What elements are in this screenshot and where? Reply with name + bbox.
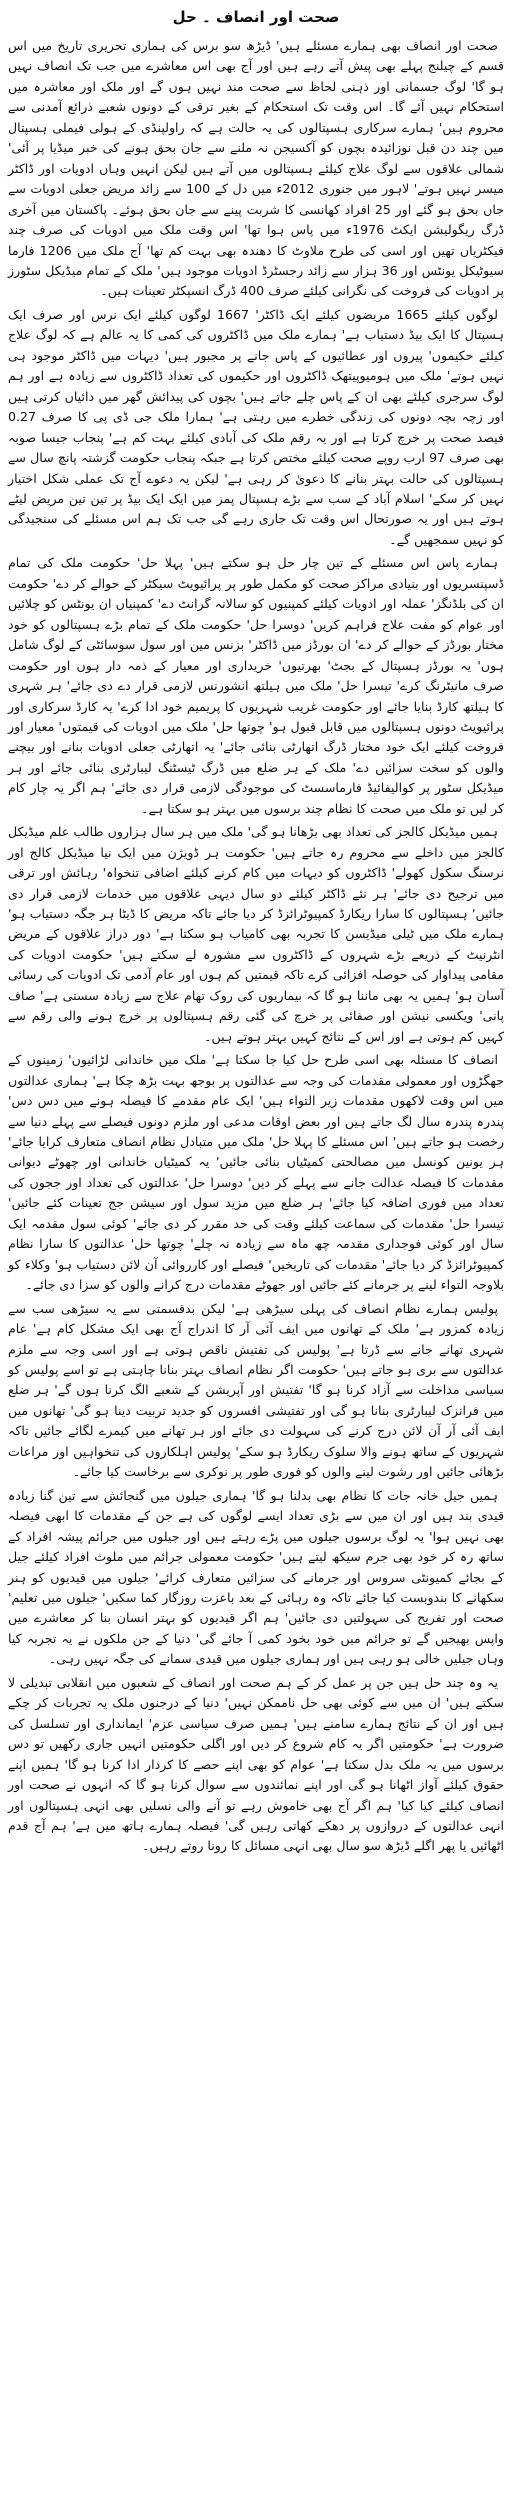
- paragraph-3: ہمارے پاس اس مسئلے کے تین چار حل ہو سکتے ہیں' پہلا حل' حکومت ملک کی تمام ڈسپنسریوں اور بنیادی مراکز صحت کو مکمل طور پر پرائیویٹ سیکٹر کے حوالے کر دے' حکومت ان کی بلڈنگز' عملہ اور ادویات کیلئے کمپنیوں کو سالانہ گرانٹ دے' کمپنیاں ان یونٹس کو چلائیں اور عوام کو مفت علاج فراہم کریں' دوسرا حل' حکومت ملک کے تمام بڑے ہسپتالوں کو خود مختار بورڈز کے حوالے کر دے' ان بورڈز میں ڈاکٹر' بزنس مین اور سول سوسائٹی کے لوگ شامل ہوں' یہ بورڈز ہسپتال کے بجٹ' بھرتیوں' خریداری اور معیار کے ذمہ دار ہوں اور حکومت صرف مانیٹرنگ کرے' تیسرا حل' ملک میں ہیلتھ انشورنس لازمی قرار دے دی جائے' ہر شہری کا ہیلتھ کارڈ بنایا جائے اور حکومت غریب شہریوں کا پریمیم خود ادا کرے' یہ کارڈ سرکاری اور پرائیویٹ دونوں ہسپتالوں میں قابل قبول ہو' چوتھا حل' ملک میں ادویات کی قیمتوں' معیار اور فروخت کیلئے ایک خود مختار ڈرگ اتھارٹی بنائی جائے' یہ اتھارٹی جعلی ادویات بنانے اور بیچنے والوں کو سخت سزائیں دے' ملک کے ہر ضلع میں ڈرگ ٹیسٹنگ لیبارٹری بنائی جائے اور ہر میڈیکل سٹور پر کوالیفائیڈ فارماسسٹ کی موجودگی لازمی قرار دی جائے' ہم اگر یہ چار کام کر لیں تو ملک میں صحت کا نظام چند برسوں میں بہتر ہو سکتا ہے۔: [8, 555, 504, 816]
- paragraph-2: لوگوں کیلئے 1665 مریضوں کیلئے ایک ڈاکٹر' 1667 لوگوں کیلئے ایک نرس اور صرف ایک ہسپتال کا ایک بیڈ دستیاب ہے' ہمارے ملک میں ڈاکٹروں کی کمی کا یہ عالم ہے کہ لوگ علاج کیلئے حکیموں' پیروں اور عطائیوں کے پاس جانے پر مجبور ہیں' دیہات میں ڈاکٹر موجود ہی نہیں ہوتے' ملک میں ہومیوپیتھک ڈاکٹروں اور حکیموں کی تعداد ڈاکٹروں سے زیادہ ہے اور ہم لوگ سرجری کیلئے بھی ان کے پاس چلے جاتے ہیں' بچوں کی پیدائش گھر میں دائیاں کرتی ہیں اور زچہ بچہ دونوں کی زندگی خطرے میں رہتی ہے' ہمارا ملک جی ڈی پی کا صرف 0.27 فیصد صحت پر خرچ کرتا ہے اور یہ رقم ملک کی آبادی کیلئے بہت کم ہے' پنجاب جیسا صوبہ بھی صرف 97 ارب روپے صحت کیلئے مختص کرتا ہے جبکہ پنجاب حکومت گزشتہ پانچ سال سے ہسپتالوں کی حالت بہتر بنانے کا دعویٰ کر رہی ہے' لیکن یہ دعوے آج تک عملی شکل اختیار نہیں کر سکے' اسلام آباد کے سب سے بڑے ہسپتال پمز میں ایک ایک بیڈ پر تین تین مریض لیٹے ہوتے ہیں اور یہ صورتحال اس وقت تک جاری رہے گی جب تک ہم اس مسئلے کی سنجیدگی کو نہیں سمجھیں گے۔: [8, 306, 504, 547]
- paragraph-8: یہ وہ چند حل ہیں جن پر عمل کر کے ہم صحت اور انصاف کے شعبوں میں انقلابی تبدیلی لا سکتے ہیں' ان میں سے کوئی بھی حل ناممکن نہیں' دنیا کے درجنوں ملک یہ تجربات کر چکے ہیں اور ان کے نتائج ہمارے سامنے ہیں' ہمیں صرف سیاسی عزم' ایمانداری اور تسلسل کی ضرورت ہے' حکومتیں اگر یہ کام شروع کر دیں اور اگلی حکومتیں انہیں جاری رکھیں تو دس برسوں میں یہ ملک بدل سکتا ہے' عوام کو بھی اپنے حصے کا کردار ادا کرنا ہو گا' ہمیں اپنے حقوق کیلئے آواز اٹھانا ہو گی اور اپنے نمائندوں سے سوال کرنا ہو گا کہ انہوں نے صحت اور انصاف کیلئے کیا کیا' ہم اگر آج بھی خاموش رہے تو آنے والی نسلیں بھی انہی ہسپتالوں اور انہی عدالتوں کے دروازوں پر دھکے کھاتی رہیں گی' فیصلہ ہمارے ہاتھ میں ہے' ہم آج قدم اٹھائیں یا پھر اگلے ڈیڑھ سو سال بھی انہی مسائل کا رونا روتے رہیں۔: [8, 1674, 504, 1854]
- article-body: [8, 36, 504, 1857]
- paragraph-7: ہمیں جیل خانہ جات کا نظام بھی بدلنا ہو گا' ہماری جیلوں میں گنجائش سے تین گنا زیادہ قیدی بند ہیں اور ان میں سے بڑی تعداد ایسے لوگوں کی ہے جن کے مقدمات کا ابھی فیصلہ بھی نہیں ہوا' یہ لوگ برسوں جیلوں میں پڑے رہتے ہیں اور جیلوں میں جرائم پیشہ افراد کے ساتھ رہ کر خود بھی جرم سیکھ لیتے ہیں' حکومت معمولی جرائم میں ملوث افراد کیلئے جیل کے بجائے کمیونٹی سروس اور جرمانے کی سزائیں متعارف کرائے' جیلوں میں قیدیوں کو ہنر سکھانے کا بندوبست کیا جائے تاکہ وہ رہائی کے بعد باعزت روزگار کما سکیں' جیلوں میں تعلیم' صحت اور تفریح کی سہولتیں دی جائیں' ہم اگر قیدیوں کو بہتر انسان بنا کر معاشرے میں واپس بھیجیں گے تو جرائم میں خود بخود کمی آ جائے گی' دنیا کے جن ملکوں نے یہ تجربہ کیا وہاں جیلیں خالی ہو رہی ہیں اور ہماری جیلوں میں قیدی سمانے کی جگہ نہیں رہی۔: [8, 1487, 504, 1667]
- paragraph-5: انصاف کا مسئلہ بھی اسی طرح حل کیا جا سکتا ہے' ملک میں خاندانی لڑائیوں' زمینوں کے جھگڑوں اور معمولی مقدمات کی وجہ سے عدالتوں پر بوجھ بہت بڑھ چکا ہے' ہماری عدالتوں میں اس وقت لاکھوں مقدمات زیر التواء ہیں' ایک عام مقدمے کا فیصلہ ہونے میں دس دس' پندرہ پندرہ سال لگ جاتے ہیں اور بعض اوقات مدعی اور ملزم دونوں فیصلے سے پہلے دنیا سے رخصت ہو جاتے ہیں' اس مسئلے کا پہلا حل' ملک میں متبادل نظام انصاف متعارف کرایا جائے' ہر یونین کونسل میں مصالحتی کمیٹیاں بنائی جائیں' یہ کمیٹیاں خاندانی اور چھوٹے دیوانی مقدمات کا فیصلہ عدالت جانے سے پہلے کر دیں' دوسرا حل' عدالتوں کی تعداد اور ججوں کی تعداد میں فوری اضافہ کیا جائے' ہر ضلع میں مزید سول اور سیشن جج تعینات کئے جائیں' تیسرا حل' مقدمات کی سماعت کیلئے وقت کی حد مقرر کر دی جائے' کوئی سول مقدمہ ایک سال اور کوئی فوجداری مقدمہ چھ ماہ سے زیادہ نہ چلے' چوتھا حل' عدالتوں کا سارا نظام کمپیوٹرائزڈ کر دیا جائے' مقدمات کی تاریخیں' فیصلے اور کارروائی آن لائن دستیاب ہو' وکلاء کو بلاوجہ التواء لینے پر جرمانے کئے جائیں اور جھوٹے مقدمات درج کرانے والوں کو سزا دی جائے۔: [8, 1052, 504, 1293]
- paragraph-1: صحت اور انصاف بھی ہمارے مسئلے ہیں' ڈیڑھ سو برس کی ہماری تحریری تاریخ میں اس قسم کے چیلنج پہلے بھی پیش آتے رہے ہیں اور آج بھی اس معاشرے میں جب تک انصاف نہیں ہو گا' لوگ جسمانی اور ذہنی لحاظ سے صحت مند نہیں ہوں گے اور ملک اور معاشرہ میں استحکام نہیں آئے گا۔ اس وقت تک استحکام کے بغیر ترقی کے دونوں شعبے ذرائع آمدنی سے محروم ہیں' ہمارے سرکاری ہسپتالوں کی یہ حالت ہے کہ راولپنڈی کے ہولی فیملی ہسپتال میں چند دن قبل نوزائیدہ بچوں کو آکسیجن نہ ملنے سے جان بحق ہونے کی خبر میڈیا پر آئی' شمالی علاقوں سے لوگ علاج کیلئے ہسپتالوں میں آتے ہیں لیکن انہیں وہاں ادویات اور ڈاکٹر میسر نہیں ہوتے' لاہور میں جنوری 2012ء میں دل کے 100 سے زائد مریض جعلی ادویات سے جاں بحق ہو گئے اور 25 افراد کھانسی کا شربت پینے سے جان بحق ہوئے۔ پاکستان میں آخری ڈرگ ریگولیشن ایکٹ 1976ء میں پاس ہوا تھا' اس وقت ملک میں ادویات کی صرف چند فیکٹریاں تھیں اور اسی کی طرح ملاوٹ کا دھندہ بھی بہت کم تھا' آج ملک میں 1206 فارما سیوٹیکل یونٹس اور 36 ہزار سے زائد رجسٹرڈ ادویات موجود ہیں' ملک کے تمام میڈیکل سٹورز پر ادویات کی فروخت کی نگرانی کیلئے صرف 400 ڈرگ انسپکٹر تعینات ہیں۔: [8, 38, 504, 299]
- paragraph-4: ہمیں میڈیکل کالجز کی تعداد بھی بڑھانا ہو گی' ملک میں ہر سال ہزاروں طالب علم میڈیکل کالجز میں داخلے سے محروم رہ جاتے ہیں' حکومت ہر ڈویژن میں ایک نیا میڈیکل کالج اور نرسنگ سکول کھولے' ڈاکٹروں کو دیہات میں کام کرنے کیلئے اضافی تنخواہ' رہائش اور ترقی میں ترجیح دی جائے' ہر نئے ڈاکٹر کیلئے دو سال دیہی علاقوں میں خدمات لازمی قرار دی جائیں' ہسپتالوں کا سارا ریکارڈ کمپیوٹرائزڈ کر دیا جائے تاکہ مریض کا ڈیٹا ہر جگہ دستیاب ہو' ہمارے ملک میں ٹیلی میڈیسن کا تجربہ بھی کامیاب ہو سکتا ہے' دور دراز علاقوں کے مریض انٹرنیٹ کے ذریعے بڑے شہروں کے ڈاکٹروں سے مشورہ لے سکتے ہیں' حکومت ادویات کی مقامی پیداوار کی حوصلہ افزائی کرے تاکہ قیمتیں کم ہوں اور عام آدمی تک ادویات کی رسائی آسان ہو' ہمیں یہ بھی ماننا ہو گا کہ بیماریوں کی روک تھام علاج سے زیادہ سستی ہے' صاف پانی' ویکسی نیشن اور صفائی پر خرچ کی گئی رقم ہسپتالوں پر خرچ ہونے والی رقم سے کہیں کم ہوتی ہے اور اس کے نتائج کہیں بہتر ہوتے ہیں۔: [8, 824, 504, 1044]
- paragraph-6: پولیس ہمارے نظام انصاف کی پہلی سیڑھی ہے' لیکن بدقسمتی سے یہ سیڑھی سب سے زیادہ کمزور ہے' ملک کے تھانوں میں ایف آئی آر کا اندراج آج بھی ایک مشکل کام ہے' عام شہری تھانے جانے سے ڈرتا ہے' پولیس کی تفتیش ناقص ہوتی ہے اور اسی وجہ سے ملزم عدالتوں سے بری ہو جاتے ہیں' حکومت اگر نظام انصاف بہتر بنانا چاہتی ہے تو اسے پولیس کو سیاسی مداخلت سے آزاد کرنا ہو گا' تفتیش اور آپریشن کے شعبے الگ کرنا ہوں گے' ہر ضلع میں فرانزک لیبارٹری بنانا ہو گی اور تفتیشی افسروں کو جدید تربیت دینا ہو گی' تھانوں میں ایف آئی آر آن لائن درج کرنے کی سہولت دی جائے اور ہر تھانے میں کیمرے لگائے جائیں تاکہ شہریوں کے ساتھ ہونے والا سلوک ریکارڈ ہو سکے' پولیس اہلکاروں کی تنخواہیں اور مراعات بڑھائی جائیں اور رشوت لینے والوں کو فوری طور پر نوکری سے برخاست کیا جائے۔: [8, 1300, 504, 1480]
- article-headline: صحت اور انصاف ۔ حل: [172, 8, 340, 26]
